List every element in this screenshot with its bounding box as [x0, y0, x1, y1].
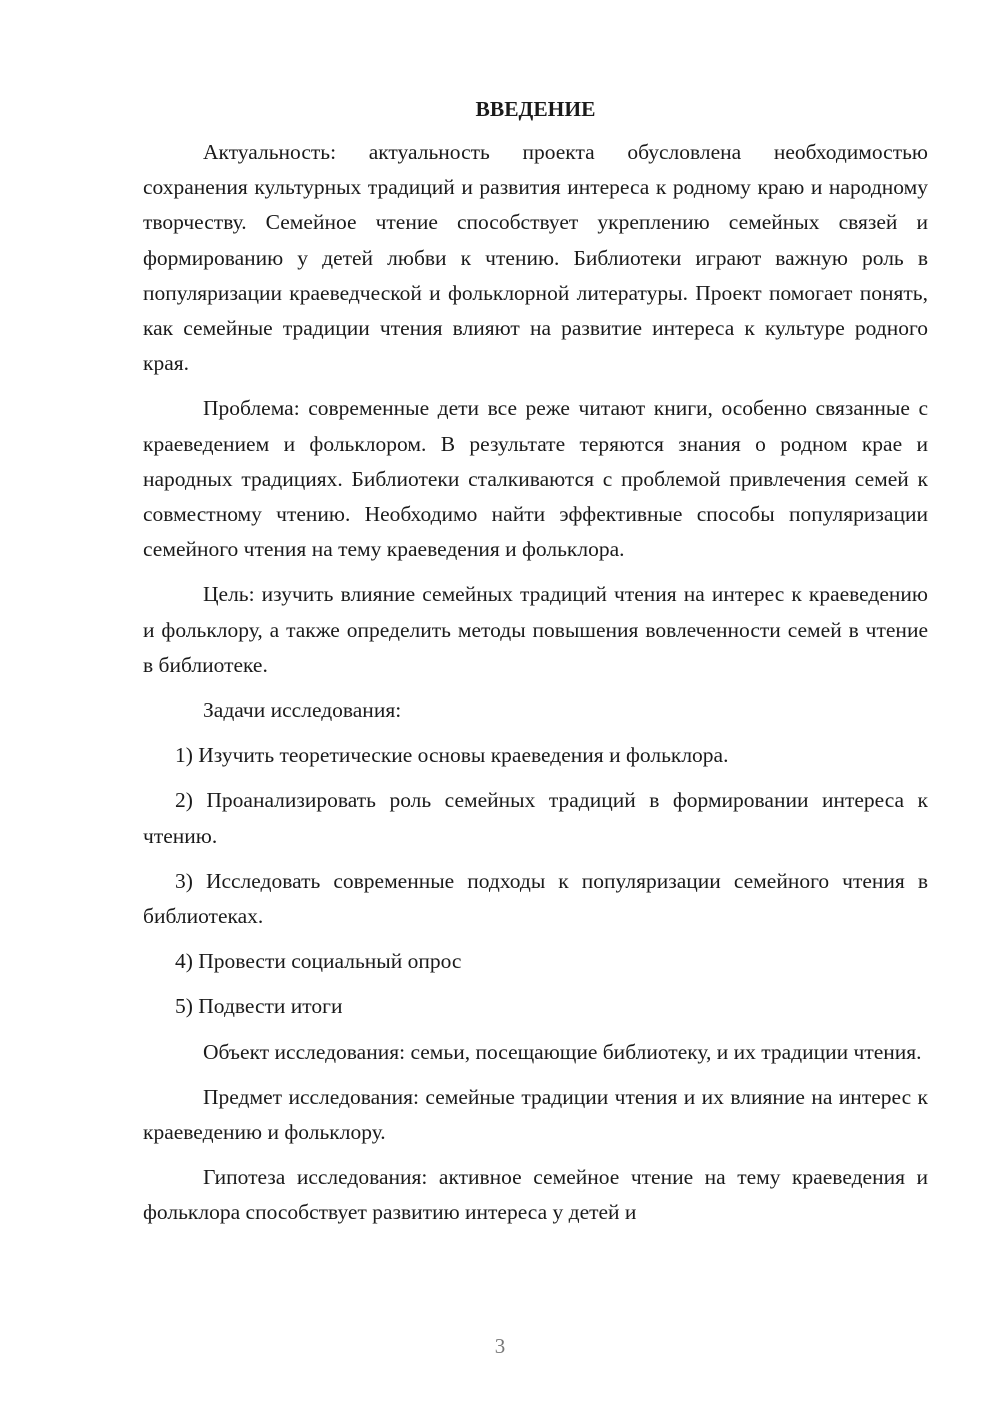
task-item-1: 1) Изучить теоретические основы краеведения и фольклора.	[175, 743, 729, 768]
page-number: 3	[494, 1334, 506, 1358]
page-title: ВВЕДЕНИЕ	[475, 97, 596, 121]
task-item-3: 3) Исследовать современные подходы к популяризации семейного чтения в библиотеках.	[143, 868, 928, 929]
document-page	[143, 92, 928, 1241]
goal-paragraph: Цель: изучить влияние семейных традиций чтения на интерес к краеведению и фольклору, а также определить методы повышения вовлеченности семей в чтение в библиотеке.	[143, 582, 928, 677]
task-item-5: 5) Подвести итоги	[175, 994, 343, 1019]
tasks-heading: Задачи исследования:	[203, 698, 402, 723]
subject-paragraph: Предмет исследования: семейные традиции чтения и их влияние на интерес к краеведению и фольклору.	[143, 1084, 928, 1145]
relevance-paragraph: Актуальность: актуальность проекта обусловлена необходимостью сохранения культурных традиций и развития интереса к родному краю и народному творчеству. Семейное чтение способствует укреплению семейных связей и формированию у детей любви к чтению. Библиотеки играют важную роль в популяризации краеведческой и фольклорной литературы. Проект помогает понять, как семейные традиции чтения влияют на развитие интереса к культуре родного края.	[143, 140, 928, 376]
problem-paragraph: Проблема: современные дети все реже читают книги, особенно связанные с краеведением и фольклором. В результате теряются знания о родном крае и народных традициях. Библиотеки сталкиваются с проблемой привлечения семей к совместному чтению. Необходимо найти эффективные способы популяризации семейного чтения на тему краеведения и фольклора.	[143, 396, 928, 562]
hypothesis-paragraph: Гипотеза исследования: активное семейное чтение на тему краеведения и фольклора способствует развитию интереса у детей и	[143, 1165, 928, 1225]
task-item-4: 4) Провести социальный опрос	[175, 949, 462, 974]
object-paragraph: Объект исследования: семьи, посещающие библиотеку, и их традиции чтения.	[203, 1039, 922, 1064]
task-item-2: 2) Проанализировать роль семейных традиций в формировании интереса к чтению.	[143, 788, 928, 848]
